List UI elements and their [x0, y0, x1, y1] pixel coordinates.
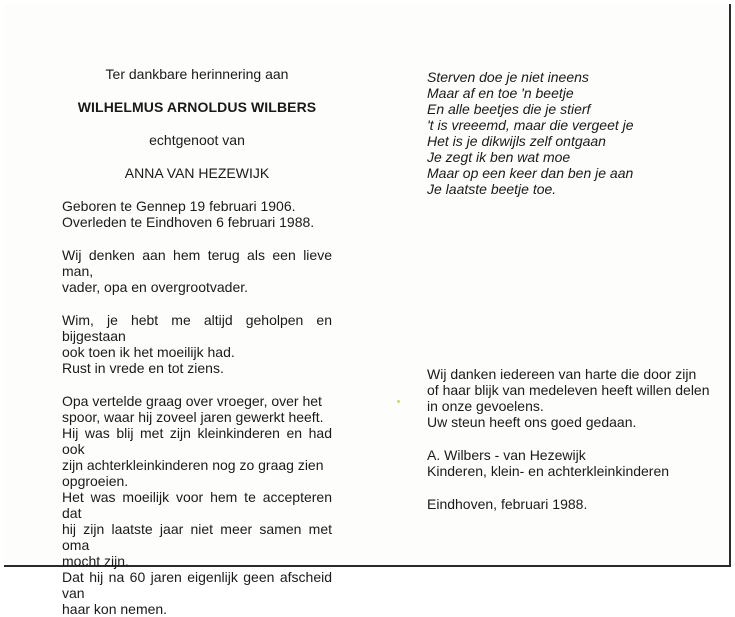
thanks-block — [427, 366, 717, 529]
paragraph-memory — [62, 247, 332, 295]
poem — [427, 69, 717, 197]
signature — [427, 447, 717, 479]
text-line: Het was moeilijk voor hem te accepteren dat — [62, 489, 332, 521]
text-line: opgroeien. — [62, 473, 129, 489]
birth-death-block — [62, 198, 332, 230]
poem-line: Sterven doe je niet ineens — [427, 69, 589, 85]
memorial-card — [4, 4, 731, 617]
text-line: hij zijn laatste jaar niet meer samen met oma — [62, 521, 332, 553]
text-line: vader, opa en overgrootvader. — [62, 279, 249, 295]
poem-line: En alle beetjes die je stierf — [427, 101, 591, 117]
text-line: of haar blijk van medeleven heeft willen delen — [427, 382, 710, 398]
place-date: Eindhoven, februari 1988. — [427, 496, 588, 512]
poem-line: Het is je dikwijls zelf ontgaan — [427, 133, 606, 149]
text-line: Wim, je hebt me altijd geholpen en bijgestaan — [62, 312, 332, 344]
thanks-paragraph — [427, 366, 717, 430]
death-line: Overleden te Eindhoven 6 februari 1988. — [62, 214, 315, 230]
poem-line: Maar af en toe 'n beetje — [427, 85, 574, 101]
text-line: Wij danken iedereen van harte die door zijn — [427, 366, 697, 382]
text-line: Rust in vrede en tot ziens. — [62, 360, 224, 376]
paper-speck — [397, 400, 400, 403]
text-line: in onze gevoelens. — [427, 398, 544, 414]
text-line: Dat hij na 60 jaren eigenlijk geen afscheid van — [62, 569, 332, 601]
text-line: Opa vertelde graag over vroeger, over het — [62, 393, 322, 409]
intro-text: Ter dankbare herinnering aan — [105, 66, 289, 82]
spouse-label: echtgenoot van — [149, 132, 245, 148]
signature-line: Kinderen, klein- en achterkleinkinderen — [427, 463, 670, 479]
poem-line: Je zegt ik ben wat moe — [427, 149, 571, 165]
poem-line: Je laatste beetje toe. — [427, 181, 557, 197]
birth-line: Geboren te Gennep 19 februari 1906. — [62, 198, 296, 214]
text-line: spoor, waar hij zoveel jaren gewerkt heeft. — [62, 409, 324, 425]
text-line: mocht zijn. — [62, 553, 129, 569]
left-column — [62, 66, 332, 617]
text-line: ook toen ik het moeilijk had. — [62, 344, 235, 360]
text-line: haar kon nemen. — [62, 601, 168, 617]
text-line: Wij denken aan hem terug als een lieve man, — [62, 247, 332, 279]
poem-line: 't is vreeemd, maar die vergeet je — [427, 117, 634, 133]
paragraph-farewell — [62, 312, 332, 376]
paragraph-story — [62, 393, 332, 617]
deceased-name: WILHELMUS ARNOLDUS WILBERS — [77, 99, 317, 115]
text-line: Hij was blij met zijn kleinkinderen en had ook — [62, 425, 332, 457]
text-line: zijn achterkleinkinderen nog zo graag zien — [62, 457, 324, 473]
signature-line: A. Wilbers - van Hezewijk — [427, 447, 586, 463]
spouse-name: ANNA VAN HEZEWIJK — [124, 165, 270, 181]
poem-line: Maar op een keer dan ben je aan — [427, 165, 634, 181]
text-line: Uw steun heeft ons goed gedaan. — [427, 414, 637, 430]
